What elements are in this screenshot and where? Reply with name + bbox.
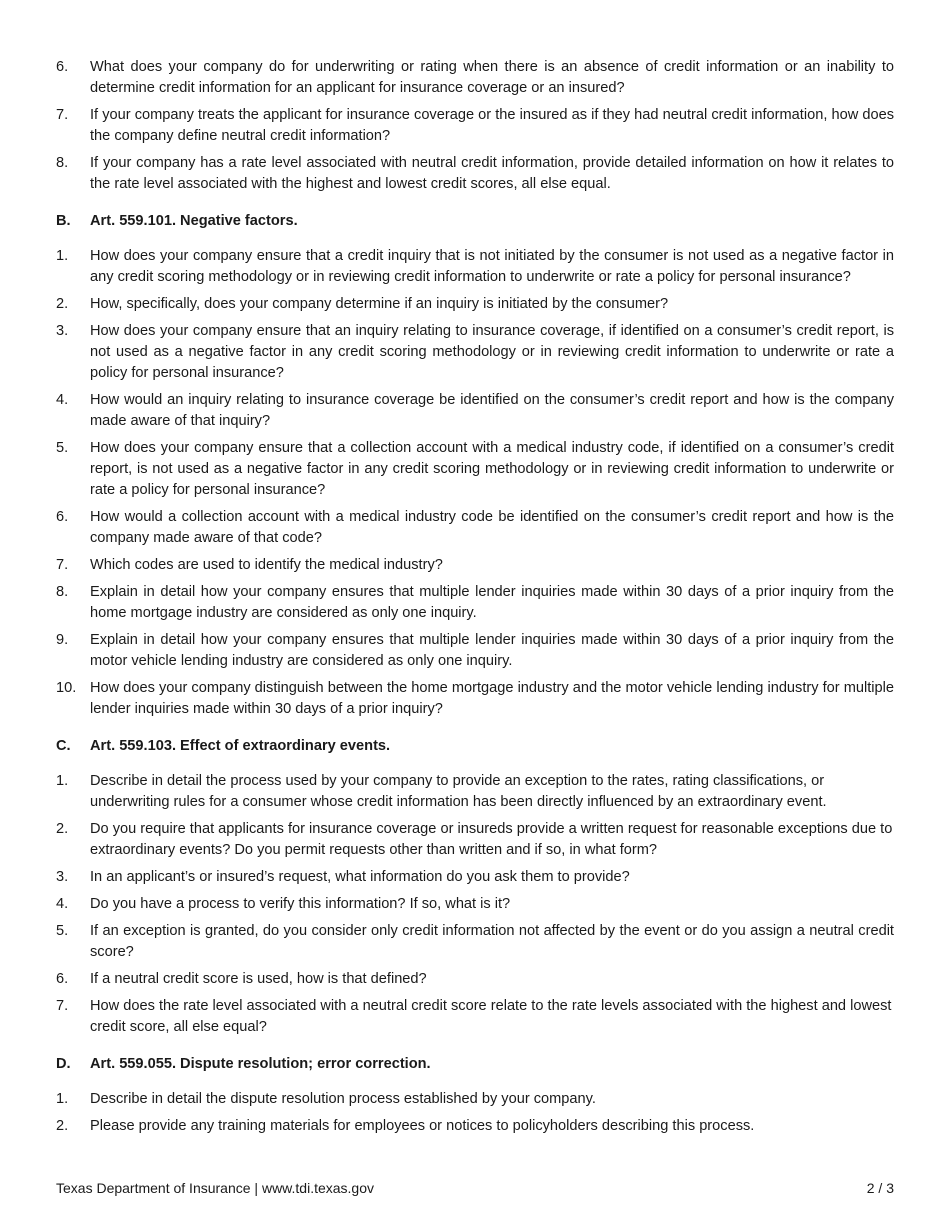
- item-text: If your company treats the applicant for insurance coverage or the insured as if they had neutral credit information, how does the company define neutral credit information?: [90, 107, 894, 144]
- item-number: 8.: [56, 155, 69, 171]
- list-item: 2. How, specifically, does your company determine if an inquiry is initiated by the consumer?: [56, 296, 669, 312]
- list-item: 1. Describe in detail the process used by your company to provide an exception to the rates, rating classifications, or underwriting rules for a consumer whose credit information has been directly influenced by an extraordinary event.: [56, 773, 827, 810]
- list-item: 6. How would a collection account with a medical industry code be identified on the consumer’s credit report and how is the company made aware of that code?: [56, 509, 894, 546]
- page-number: 2 / 3: [866, 1180, 894, 1196]
- list-item: 9. Explain in detail how your company ensures that multiple lender inquiries made within 30 days of a prior inquiry from the motor vehicle lending industry are considered as only one inquiry.: [56, 632, 894, 669]
- page-footer: [56, 1178, 894, 1199]
- document-body: [56, 57, 894, 1143]
- list-item: 1. How does your company ensure that a credit inquiry that is not initiated by the consumer is not used as a negative factor in any credit scoring methodology or in reviewing credit information to underwrite or rate a policy for personal insurance?: [56, 248, 894, 285]
- list-item: [56, 153, 894, 195]
- list-item: 5. If an exception is granted, do you consider only credit information not affected by the event or do you assign a neutral credit score?: [56, 923, 894, 960]
- list-item: 3. In an applicant’s or insured’s request, what information do you ask them to provide?: [56, 869, 630, 885]
- footer-organization: Texas Department of Insurance | www.tdi.texas.gov: [56, 1180, 375, 1196]
- item-text: If your company has a rate level associated with neutral credit information, provide detailed information on how it relates to the rate level associated with the highest and lowest credit scores, all else equal.: [90, 155, 894, 192]
- item-number: 6.: [56, 59, 69, 75]
- list-item: 7. How does the rate level associated with a neutral credit score relate to the rate levels associated with the highest and lowest credit score, all else equal?: [56, 998, 892, 1035]
- intro-list: [56, 57, 894, 195]
- section-heading-b: B. Art. 559.101. Negative factors.: [56, 211, 894, 232]
- section-b-list: [56, 246, 894, 720]
- list-item: 2. Do you require that applicants for insurance coverage or insureds provide a written request for reasonable exceptions due to extraordinary events? Do you permit requests other than written and if so, in what form?: [56, 821, 893, 858]
- list-item: [56, 105, 894, 147]
- list-item: 4. How would an inquiry relating to insurance coverage be identified on the consumer’s credit report and how is the company made aware of that inquiry?: [56, 392, 894, 429]
- section-title: Art. 559.101. Negative factors.: [90, 213, 298, 229]
- list-item: 10. How does your company distinguish between the home mortgage industry and the motor vehicle lending industry for multiple lender inquiries made within 30 days of a prior inquiry?: [56, 680, 894, 717]
- item-number: 7.: [56, 107, 69, 123]
- section-c-list: [56, 771, 894, 1038]
- list-item: 5. How does your company ensure that a collection account with a medical industry code, if identified on a consumer’s credit report, is not used as a negative factor in any credit scoring methodology or in reviewing credit information to underwrite or rate a policy for personal insurance?: [56, 440, 894, 498]
- list-item: 2. Please provide any training materials for employees or notices to policyholders describing this process.: [56, 1118, 755, 1134]
- section-heading-d: D. Art. 559.055. Dispute resolution; error correction.: [56, 1054, 894, 1075]
- list-item: 6. If a neutral credit score is used, how is that defined?: [56, 971, 427, 987]
- list-item: 7. Which codes are used to identify the medical industry?: [56, 557, 443, 573]
- item-text: What does your company do for underwriting or rating when there is an absence of credit information or an inability to determine credit information for an applicant for insurance coverage or an insured?: [90, 59, 894, 96]
- list-item: 1. Describe in detail the dispute resolution process established by your company.: [56, 1091, 596, 1107]
- list-item: 4. Do you have a process to verify this information? If so, what is it?: [56, 896, 511, 912]
- section-d-list: [56, 1089, 894, 1137]
- section-title: Art. 559.103. Effect of extraordinary events.: [90, 738, 391, 754]
- section-heading-c: C. Art. 559.103. Effect of extraordinary events.: [56, 736, 894, 757]
- list-item: [56, 57, 894, 99]
- section-title: Art. 559.055. Dispute resolution; error correction.: [90, 1056, 431, 1072]
- list-item: 3. How does your company ensure that an inquiry relating to insurance coverage, if identified on a consumer’s credit report, is not used as a negative factor in any credit scoring methodology or in reviewing credit information to underwrite or rate a policy for personal insurance?: [56, 323, 894, 381]
- list-item: 8. Explain in detail how your company ensures that multiple lender inquiries made within 30 days of a prior inquiry from the home mortgage industry are considered as only one inquiry.: [56, 584, 894, 621]
